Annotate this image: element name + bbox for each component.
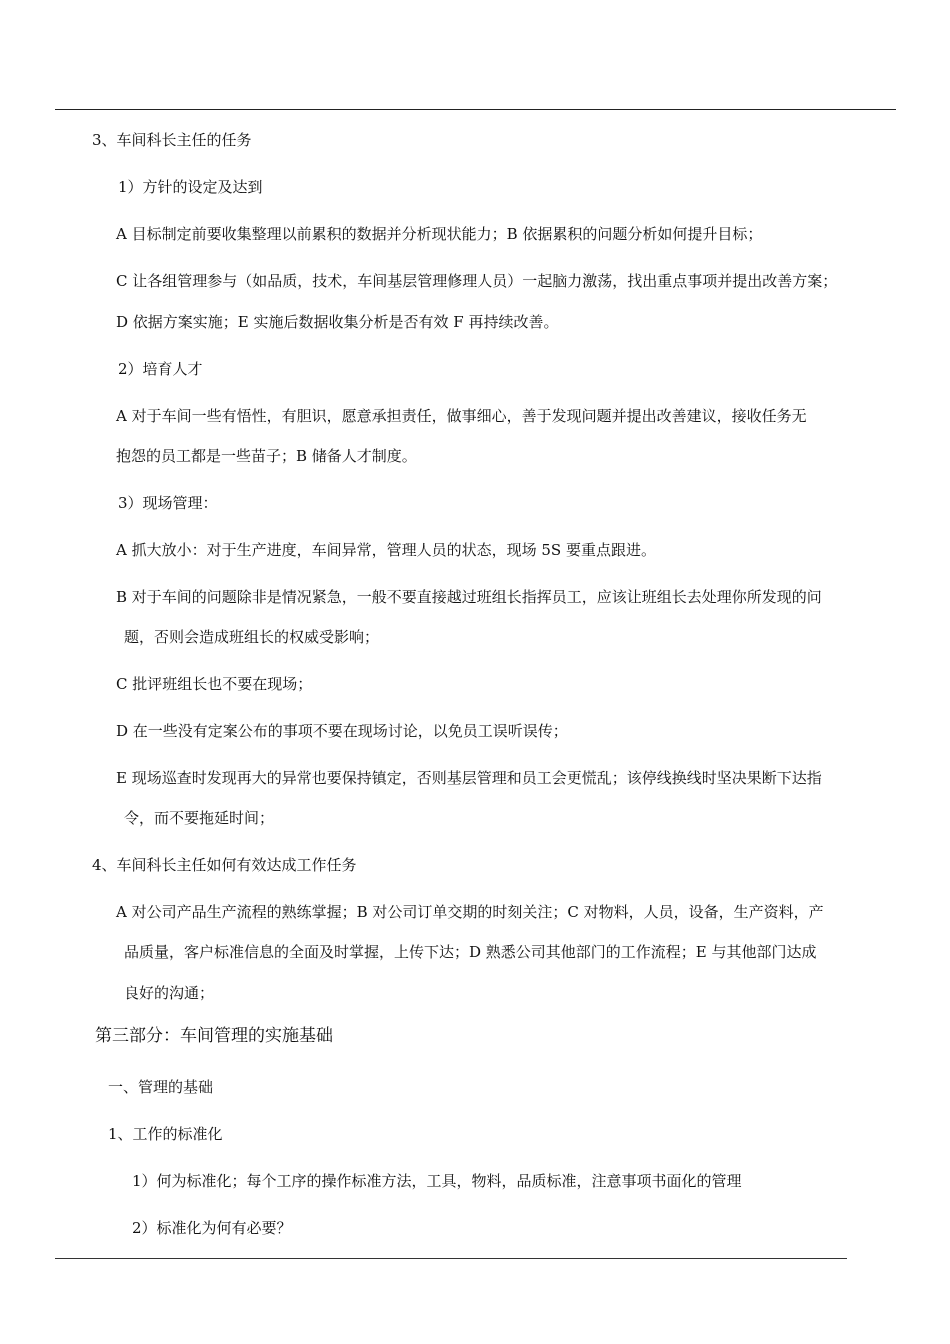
paragraph-line: 2）标准化为何有必要？	[132, 1219, 292, 1237]
paragraph-line: C 让各组管理参与（如品质，技术，车间基层管理修理人员）一起脑力激荡，找出重点事项并提出改善方案；	[116, 272, 838, 290]
paragraph-line: A 对于车间一些有悟性，有胆识，愿意承担责任，做事细心，善于发现问题并提出改善建议，接收任务无	[116, 407, 807, 425]
heading-standardization: 1、工作的标准化	[108, 1125, 223, 1143]
paragraph-line: A 对公司产品生产流程的熟练掌握；B 对公司订单交期的时刻关注；C 对物料，人员，设备，生产资料，产	[116, 903, 824, 921]
heading-4-achieve: 4、车间科长主任如何有效达成工作任务	[92, 856, 357, 874]
paragraph-line: 品质量，客户标准信息的全面及时掌握，上传下达；D 熟悉公司其他部门的工作流程；E 与其他部门达成	[124, 943, 817, 961]
paragraph-line: 1）何为标准化；每个工序的操作标准方法，工具，物料，品质标准，注意事项书面化的管理	[132, 1172, 742, 1190]
section-management-basis: 一、管理的基础	[108, 1078, 214, 1096]
subheading-onsite: 3）现场管理：	[118, 494, 218, 512]
footer-rule	[55, 1258, 847, 1259]
paragraph-line: E 现场巡查时发现再大的异常也要保持镇定，否则基层管理和员工会更慌乱；该停线换线时坚决果断下达指	[116, 769, 822, 787]
paragraph-line: 令，而不要拖延时间；	[124, 809, 275, 827]
heading-3-task: 3、车间科长主任的任务	[92, 131, 252, 149]
paragraph-line: B 对于车间的问题除非是情况紧急，一般不要直接越过班组长指挥员工，应该让班组长去处理你所发现的问	[116, 588, 822, 606]
paragraph-line: D 依据方案实施；E 实施后数据收集分析是否有效 F 再持续改善。	[116, 313, 559, 331]
paragraph-line: 题，否则会造成班组长的权威受影响；	[124, 628, 380, 646]
subheading-policy: 1）方针的设定及达到	[118, 178, 263, 196]
paragraph-line: D 在一些没有定案公布的事项不要在现场讨论，以免员工误听误传；	[116, 722, 568, 740]
paragraph-line: A 目标制定前要收集整理以前累积的数据并分析现状能力；B 依据累积的问题分析如何提升目标；	[116, 225, 763, 243]
paragraph-line: 良好的沟通；	[124, 984, 215, 1002]
paragraph-line: A 抓大放小：对于生产进度，车间异常，管理人员的状态，现场 5S 要重点跟进。	[116, 541, 656, 559]
header-rule	[55, 109, 896, 110]
subheading-talent: 2）培育人才	[118, 360, 203, 378]
part-three-title: 第三部分：车间管理的实施基础	[95, 1026, 333, 1046]
paragraph-line: 抱怨的员工都是一些苗子；B 储备人才制度。	[116, 447, 417, 465]
paragraph-line: C 批评班组长也不要在现场；	[116, 675, 313, 693]
